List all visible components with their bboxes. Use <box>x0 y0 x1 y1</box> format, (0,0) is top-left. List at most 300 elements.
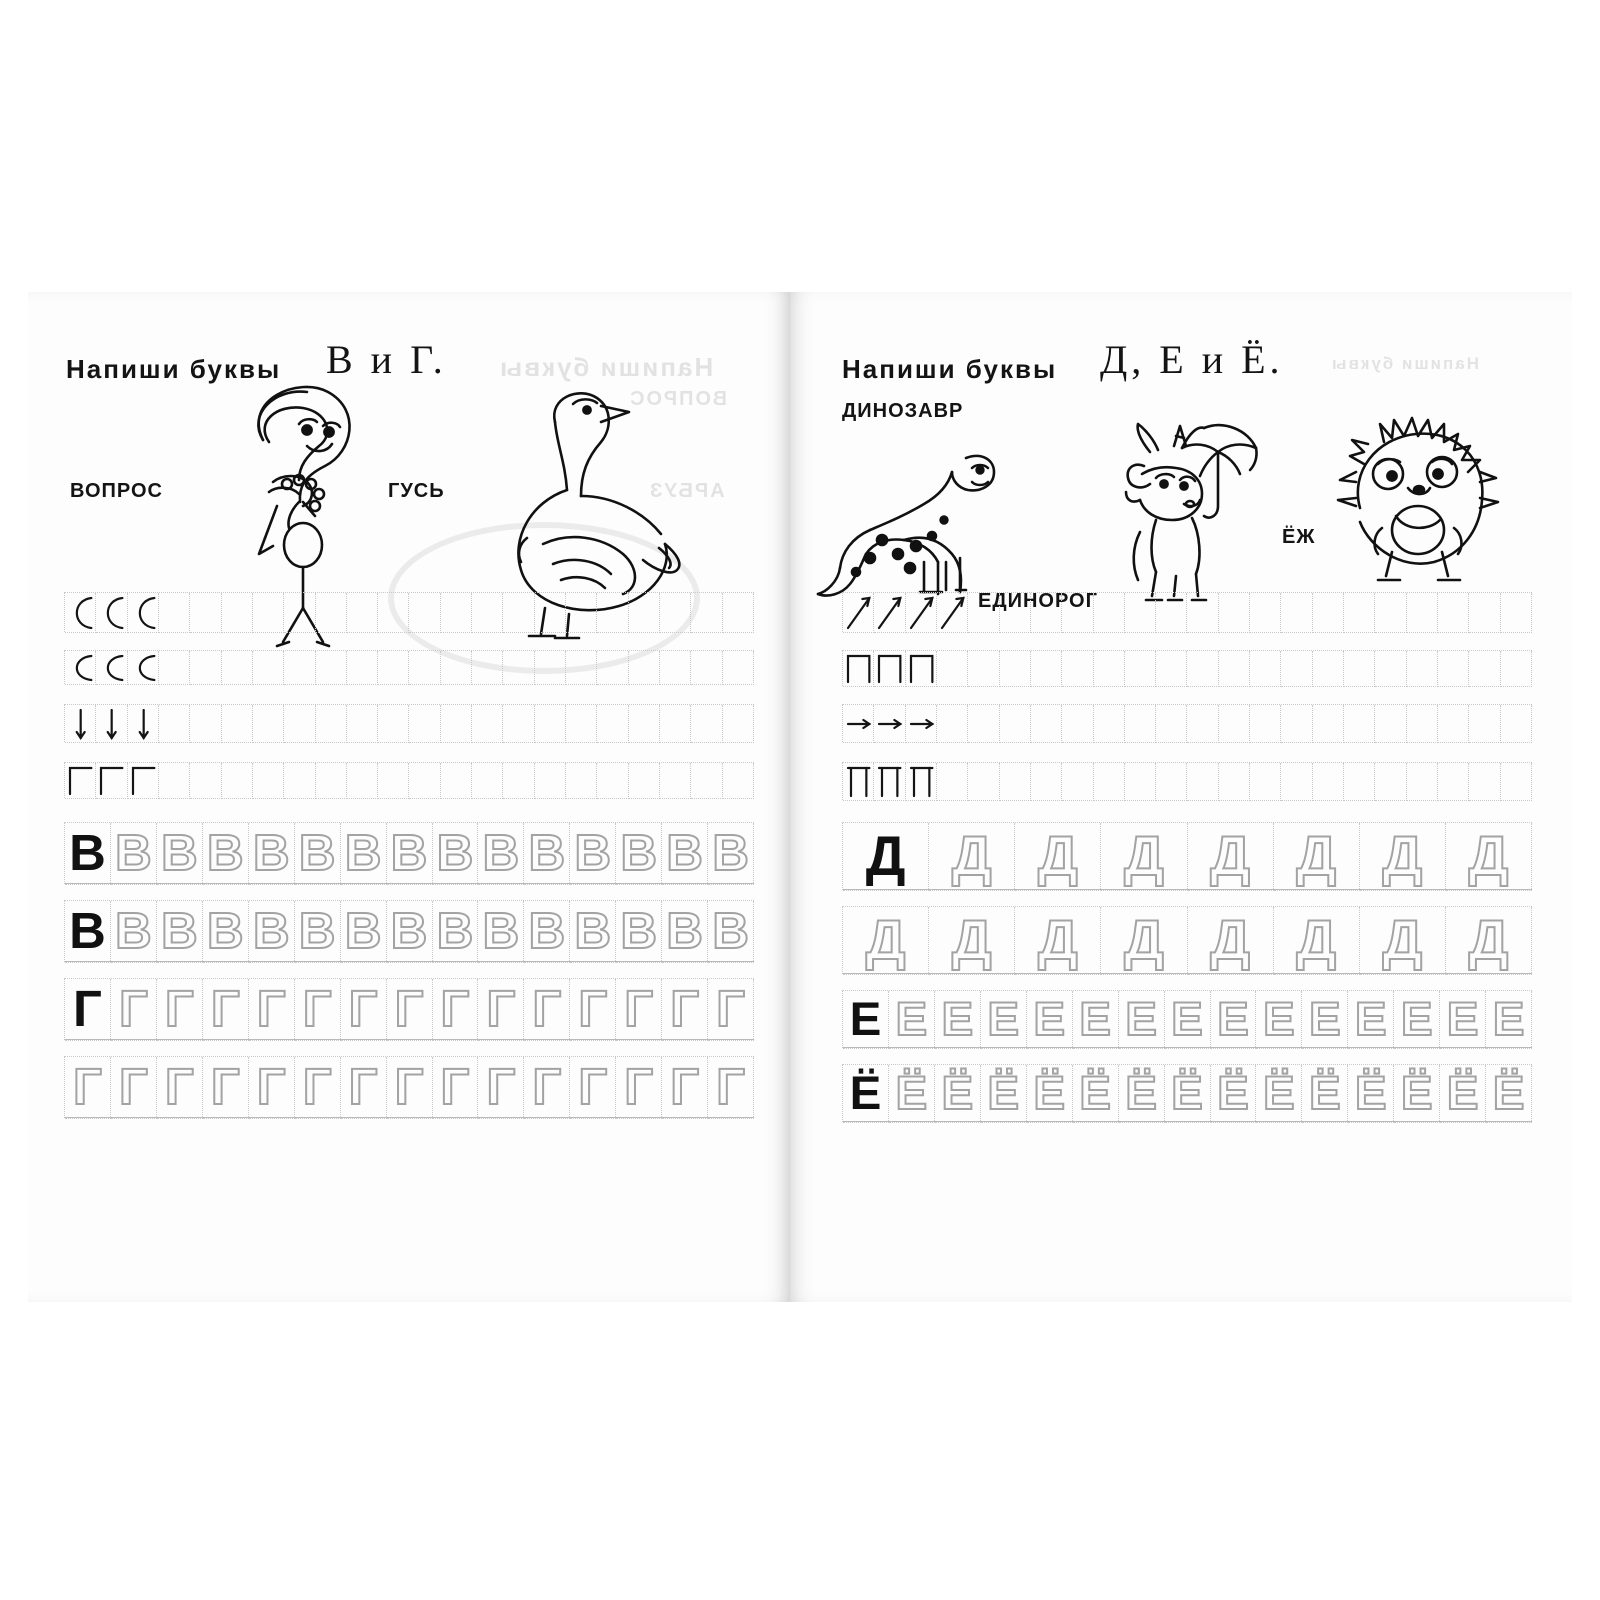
practice-cell[interactable] <box>1274 907 1360 975</box>
practice-cell[interactable] <box>1165 1065 1211 1123</box>
practice-cell[interactable] <box>1313 763 1344 801</box>
practice-cell[interactable] <box>1250 763 1281 801</box>
practice-row-stroke-arc-left-small[interactable] <box>64 650 754 684</box>
practice-cell[interactable] <box>1360 823 1446 891</box>
practice-cell[interactable] <box>1031 763 1062 801</box>
practice-cell[interactable] <box>566 651 597 685</box>
practice-cell[interactable] <box>472 593 503 633</box>
practice-cell[interactable] <box>929 907 1015 975</box>
practice-row-letter-d-1[interactable] <box>842 822 1532 890</box>
practice-cell[interactable] <box>1000 593 1031 633</box>
practice-cell[interactable] <box>284 651 315 685</box>
practice-cell[interactable] <box>387 1057 433 1119</box>
practice-cell[interactable] <box>159 593 190 633</box>
practice-cell[interactable] <box>570 823 616 885</box>
practice-cell[interactable] <box>1094 593 1125 633</box>
practice-cell[interactable] <box>472 705 503 743</box>
practice-cell[interactable] <box>1187 593 1218 633</box>
practice-cell[interactable] <box>316 651 347 685</box>
practice-row-letter-e-1[interactable] <box>842 990 1532 1048</box>
practice-cell[interactable] <box>65 593 96 633</box>
practice-cell[interactable] <box>1375 705 1406 743</box>
practice-cell[interactable] <box>1348 1065 1394 1123</box>
practice-row-letter-v-2[interactable] <box>64 900 754 962</box>
practice-cell[interactable] <box>409 651 440 685</box>
practice-cell[interactable] <box>472 763 503 799</box>
practice-cell[interactable] <box>1501 705 1532 743</box>
practice-cell[interactable] <box>1062 651 1093 687</box>
practice-cell[interactable] <box>316 763 347 799</box>
practice-cell[interactable] <box>1469 651 1500 687</box>
practice-cell[interactable] <box>1501 593 1532 633</box>
practice-cell[interactable] <box>1281 705 1312 743</box>
practice-cell[interactable] <box>1440 991 1486 1049</box>
practice-cell[interactable] <box>65 763 96 799</box>
practice-cell[interactable] <box>1219 651 1250 687</box>
practice-cell[interactable] <box>1446 907 1532 975</box>
practice-cell[interactable] <box>1313 651 1344 687</box>
practice-cell[interactable] <box>708 979 754 1041</box>
practice-cell[interactable] <box>433 823 479 885</box>
practice-cell[interactable] <box>1313 593 1344 633</box>
practice-cell[interactable] <box>1125 763 1156 801</box>
practice-cell[interactable] <box>284 593 315 633</box>
practice-cell[interactable] <box>723 763 754 799</box>
practice-cell[interactable] <box>1281 593 1312 633</box>
practice-cell[interactable] <box>190 651 221 685</box>
practice-cell[interactable] <box>535 593 566 633</box>
practice-cell[interactable] <box>96 651 127 685</box>
practice-cell[interactable] <box>295 1057 341 1119</box>
practice-cell[interactable] <box>1344 705 1375 743</box>
practice-cell[interactable] <box>1062 763 1093 801</box>
practice-cell[interactable] <box>1407 651 1438 687</box>
practice-cell[interactable] <box>723 651 754 685</box>
practice-cell[interactable] <box>1344 763 1375 801</box>
practice-cell[interactable] <box>1407 593 1438 633</box>
practice-cell[interactable] <box>347 763 378 799</box>
practice-cell[interactable] <box>1438 593 1469 633</box>
practice-cell[interactable] <box>478 823 524 885</box>
practice-cell[interactable] <box>1281 763 1312 801</box>
practice-cell[interactable] <box>96 763 127 799</box>
practice-row-stroke-vertical[interactable] <box>64 704 754 742</box>
practice-cell[interactable] <box>295 979 341 1041</box>
practice-letter-glyph: Г <box>73 1058 102 1116</box>
practice-cell[interactable] <box>128 593 159 633</box>
practice-cell[interactable] <box>1000 651 1031 687</box>
practice-cell[interactable] <box>1101 907 1187 975</box>
practice-cell[interactable] <box>203 1057 249 1119</box>
practice-cell[interactable] <box>253 763 284 799</box>
practice-cell[interactable] <box>1187 763 1218 801</box>
practice-cell[interactable] <box>1031 593 1062 633</box>
practice-cell[interactable] <box>1094 651 1125 687</box>
practice-cell[interactable] <box>128 705 159 743</box>
practice-cell[interactable] <box>524 901 570 963</box>
practice-cell[interactable] <box>1486 991 1532 1049</box>
practice-cell[interactable] <box>111 979 157 1041</box>
practice-cell[interactable] <box>889 991 935 1049</box>
practice-cell[interactable] <box>378 705 409 743</box>
practice-cell[interactable] <box>1375 651 1406 687</box>
practice-cell[interactable] <box>65 651 96 685</box>
practice-cell[interactable] <box>597 705 628 743</box>
practice-cell[interactable] <box>65 705 96 743</box>
practice-letter-glyph: Ё <box>1492 1066 1525 1120</box>
practice-cell[interactable] <box>935 991 981 1049</box>
practice-cell[interactable] <box>378 763 409 799</box>
practice-cell[interactable] <box>190 593 221 633</box>
practice-cell[interactable] <box>843 823 929 891</box>
practice-cell[interactable] <box>157 901 203 963</box>
practice-cell[interactable] <box>906 705 937 743</box>
practice-cell[interactable] <box>906 651 937 687</box>
practice-cell[interactable] <box>159 763 190 799</box>
practice-cell[interactable] <box>1119 991 1165 1049</box>
practice-cell[interactable] <box>1101 823 1187 891</box>
practice-cell[interactable] <box>1062 705 1093 743</box>
practice-row-stroke-diagonal[interactable] <box>842 592 1532 632</box>
practice-cell[interactable] <box>937 705 968 743</box>
practice-cell[interactable] <box>378 593 409 633</box>
practice-cell[interactable] <box>253 651 284 685</box>
practice-cell[interactable] <box>843 907 929 975</box>
practice-cell[interactable] <box>981 1065 1027 1123</box>
practice-cell[interactable] <box>708 901 754 963</box>
practice-row-stroke-arc-left[interactable] <box>64 592 754 632</box>
practice-cell[interactable] <box>441 593 472 633</box>
practice-cell[interactable] <box>524 1057 570 1119</box>
practice-cell[interactable] <box>478 901 524 963</box>
practice-cell[interactable] <box>524 823 570 885</box>
practice-cell[interactable] <box>1313 705 1344 743</box>
practice-cell[interactable] <box>1156 651 1187 687</box>
practice-cell[interactable] <box>1156 705 1187 743</box>
practice-cell[interactable] <box>1486 1065 1532 1123</box>
practice-cell[interactable] <box>1274 823 1360 891</box>
practice-cell[interactable] <box>249 901 295 963</box>
practice-cell[interactable] <box>1360 907 1446 975</box>
practice-cell[interactable] <box>1188 907 1274 975</box>
practice-row-stroke-pi[interactable] <box>842 762 1532 800</box>
practice-cell[interactable] <box>1073 991 1119 1049</box>
practice-cell[interactable] <box>1000 705 1031 743</box>
practice-cell[interactable] <box>1165 991 1211 1049</box>
practice-cell[interactable] <box>1375 763 1406 801</box>
practice-cell[interactable] <box>222 705 253 743</box>
practice-cell[interactable] <box>222 593 253 633</box>
practice-cell[interactable] <box>65 1057 111 1119</box>
practice-cell[interactable] <box>691 593 722 633</box>
practice-cell[interactable] <box>341 1057 387 1119</box>
practice-cell[interactable] <box>157 1057 203 1119</box>
practice-cell[interactable] <box>128 763 159 799</box>
practice-cell[interactable] <box>1027 1065 1073 1123</box>
practice-row-stroke-horizontal[interactable] <box>842 704 1532 742</box>
practice-cell[interactable] <box>708 1057 754 1119</box>
practice-cell[interactable] <box>616 979 662 1041</box>
practice-cell[interactable] <box>1281 651 1312 687</box>
practice-cell[interactable] <box>874 651 905 687</box>
practice-cell[interactable] <box>935 1065 981 1123</box>
practice-cell[interactable] <box>629 651 660 685</box>
practice-cell[interactable] <box>937 763 968 801</box>
practice-row-letter-d-2[interactable] <box>842 906 1532 974</box>
practice-cell[interactable] <box>662 901 708 963</box>
practice-cell[interactable] <box>253 705 284 743</box>
practice-cell[interactable] <box>1256 991 1302 1049</box>
practice-cell[interactable] <box>535 705 566 743</box>
practice-cell[interactable] <box>662 1057 708 1119</box>
practice-cell[interactable] <box>387 979 433 1041</box>
practice-row-stroke-bracket[interactable] <box>842 650 1532 686</box>
practice-cell[interactable] <box>1027 991 1073 1049</box>
practice-cell[interactable] <box>843 705 874 743</box>
practice-cell[interactable] <box>159 651 190 685</box>
practice-cell[interactable] <box>570 979 616 1041</box>
practice-cell[interactable] <box>1250 593 1281 633</box>
practice-cell[interactable] <box>503 593 534 633</box>
practice-cell[interactable] <box>478 979 524 1041</box>
practice-cell[interactable] <box>843 991 889 1049</box>
practice-cell[interactable] <box>1394 1065 1440 1123</box>
practice-cell[interactable] <box>570 901 616 963</box>
practice-cell[interactable] <box>597 763 628 799</box>
practice-cell[interactable] <box>535 763 566 799</box>
practice-cell[interactable] <box>889 1065 935 1123</box>
practice-cell[interactable] <box>1219 763 1250 801</box>
practice-cell[interactable] <box>629 705 660 743</box>
practice-cell[interactable] <box>1119 1065 1165 1123</box>
practice-cell[interactable] <box>96 705 127 743</box>
practice-cell[interactable] <box>249 823 295 885</box>
practice-cell[interactable] <box>157 823 203 885</box>
practice-row-letter-g-2[interactable] <box>64 1056 754 1118</box>
practice-cell[interactable] <box>341 823 387 885</box>
practice-cell[interactable] <box>1375 593 1406 633</box>
practice-cell[interactable] <box>968 651 999 687</box>
practice-cell[interactable] <box>295 823 341 885</box>
practice-cell[interactable] <box>616 901 662 963</box>
practice-cell[interactable] <box>316 705 347 743</box>
practice-cell[interactable] <box>566 705 597 743</box>
practice-cell[interactable] <box>629 593 660 633</box>
practice-cell[interactable] <box>1256 1065 1302 1123</box>
practice-cell[interactable] <box>409 763 440 799</box>
practice-cell[interactable] <box>1031 651 1062 687</box>
practice-cell[interactable] <box>203 901 249 963</box>
practice-cell[interactable] <box>1187 651 1218 687</box>
practice-cell[interactable] <box>1125 705 1156 743</box>
practice-cell[interactable] <box>843 763 874 801</box>
practice-cell[interactable] <box>1015 823 1101 891</box>
practice-cell[interactable] <box>1156 763 1187 801</box>
practice-cell[interactable] <box>65 823 111 885</box>
practice-cell[interactable] <box>1219 593 1250 633</box>
practice-cell[interactable] <box>1344 651 1375 687</box>
practice-cell[interactable] <box>1125 593 1156 633</box>
practice-cell[interactable] <box>1302 1065 1348 1123</box>
practice-cell[interactable] <box>65 979 111 1041</box>
practice-cell[interactable] <box>441 705 472 743</box>
practice-cell[interactable] <box>1094 705 1125 743</box>
practice-cell[interactable] <box>1219 705 1250 743</box>
practice-cell[interactable] <box>441 763 472 799</box>
practice-cell[interactable] <box>441 651 472 685</box>
practice-cell[interactable] <box>906 763 937 801</box>
practice-cell[interactable] <box>341 979 387 1041</box>
practice-cell[interactable] <box>691 763 722 799</box>
practice-cell[interactable] <box>723 593 754 633</box>
practice-cell[interactable] <box>157 979 203 1041</box>
practice-cell[interactable] <box>65 901 111 963</box>
practice-cell[interactable] <box>203 823 249 885</box>
practice-cell[interactable] <box>111 1057 157 1119</box>
practice-cell[interactable] <box>387 901 433 963</box>
practice-cell[interactable] <box>433 901 479 963</box>
practice-cell[interactable] <box>597 651 628 685</box>
practice-cell[interactable] <box>981 991 1027 1049</box>
practice-cell[interactable] <box>929 823 1015 891</box>
practice-cell[interactable] <box>249 1057 295 1119</box>
practice-cell[interactable] <box>1211 991 1257 1049</box>
practice-cell[interactable] <box>843 593 874 633</box>
practice-cell[interactable] <box>1446 823 1532 891</box>
practice-cell[interactable] <box>524 979 570 1041</box>
practice-cell[interactable] <box>662 823 708 885</box>
practice-cell[interactable] <box>1188 823 1274 891</box>
practice-cell[interactable] <box>1438 763 1469 801</box>
practice-cell[interactable] <box>843 651 874 687</box>
practice-cell[interactable] <box>316 593 347 633</box>
practice-cell[interactable] <box>616 1057 662 1119</box>
practice-cell[interactable] <box>503 763 534 799</box>
practice-cell[interactable] <box>409 705 440 743</box>
practice-cell[interactable] <box>906 593 937 633</box>
practice-cell[interactable] <box>409 593 440 633</box>
practice-cell[interactable] <box>203 979 249 1041</box>
practice-cell[interactable] <box>433 979 479 1041</box>
practice-row-letter-g-1[interactable] <box>64 978 754 1040</box>
practice-cell[interactable] <box>1062 593 1093 633</box>
practice-cell[interactable] <box>284 705 315 743</box>
practice-cell[interactable] <box>190 763 221 799</box>
practice-cell[interactable] <box>1501 763 1532 801</box>
practice-cell[interactable] <box>566 763 597 799</box>
practice-cell[interactable] <box>597 593 628 633</box>
practice-cell[interactable] <box>1073 1065 1119 1123</box>
practice-cell[interactable] <box>378 651 409 685</box>
practice-cell[interactable] <box>433 1057 479 1119</box>
practice-cell[interactable] <box>222 651 253 685</box>
practice-cell[interactable] <box>111 901 157 963</box>
practice-cell[interactable] <box>1250 705 1281 743</box>
practice-cell[interactable] <box>284 763 315 799</box>
practice-cell[interactable] <box>347 705 378 743</box>
practice-cell[interactable] <box>347 593 378 633</box>
practice-cell[interactable] <box>691 651 722 685</box>
practice-cell[interactable] <box>535 651 566 685</box>
practice-cell[interactable] <box>566 593 597 633</box>
practice-cell[interactable] <box>111 823 157 885</box>
practice-cell[interactable] <box>249 979 295 1041</box>
practice-cell[interactable] <box>874 763 905 801</box>
practice-cell[interactable] <box>874 705 905 743</box>
practice-cell[interactable] <box>1000 763 1031 801</box>
practice-cell[interactable] <box>629 763 660 799</box>
practice-cell[interactable] <box>1394 991 1440 1049</box>
practice-cell[interactable] <box>570 1057 616 1119</box>
practice-cell[interactable] <box>937 593 968 633</box>
practice-cell[interactable] <box>691 705 722 743</box>
practice-cell[interactable] <box>503 651 534 685</box>
practice-cell[interactable] <box>1469 763 1500 801</box>
practice-cell[interactable] <box>1440 1065 1486 1123</box>
practice-cell[interactable] <box>341 901 387 963</box>
practice-cell[interactable] <box>1187 705 1218 743</box>
practice-cell[interactable] <box>1302 991 1348 1049</box>
practice-cell[interactable] <box>96 593 127 633</box>
practice-cell[interactable] <box>660 651 691 685</box>
practice-cell[interactable] <box>347 651 378 685</box>
practice-cell[interactable] <box>1156 593 1187 633</box>
practice-cell[interactable] <box>937 651 968 687</box>
practice-cell[interactable] <box>723 705 754 743</box>
practice-cell[interactable] <box>253 593 284 633</box>
practice-cell[interactable] <box>616 823 662 885</box>
practice-cell[interactable] <box>387 823 433 885</box>
practice-cell[interactable] <box>708 823 754 885</box>
practice-cell[interactable] <box>1344 593 1375 633</box>
practice-cell[interactable] <box>660 705 691 743</box>
practice-cell[interactable] <box>1501 651 1532 687</box>
practice-cell[interactable] <box>968 763 999 801</box>
practice-cell[interactable] <box>1469 705 1500 743</box>
practice-cell[interactable] <box>1438 651 1469 687</box>
practice-cell[interactable] <box>222 763 253 799</box>
practice-cell[interactable] <box>1407 705 1438 743</box>
practice-cell[interactable] <box>472 651 503 685</box>
practice-row-letter-yo-1[interactable] <box>842 1064 1532 1122</box>
practice-cell[interactable] <box>128 651 159 685</box>
practice-cell[interactable] <box>1407 763 1438 801</box>
practice-cell[interactable] <box>1015 907 1101 975</box>
practice-cell[interactable] <box>843 1065 889 1123</box>
practice-cell[interactable] <box>1031 705 1062 743</box>
practice-cell[interactable] <box>295 901 341 963</box>
practice-cell[interactable] <box>1438 705 1469 743</box>
practice-cell[interactable] <box>1125 651 1156 687</box>
practice-cell[interactable] <box>660 763 691 799</box>
practice-cell[interactable] <box>503 705 534 743</box>
practice-cell[interactable] <box>190 705 221 743</box>
practice-cell[interactable] <box>1469 593 1500 633</box>
practice-cell[interactable] <box>159 705 190 743</box>
practice-cell[interactable] <box>1250 651 1281 687</box>
practice-row-letter-v-1[interactable] <box>64 822 754 884</box>
practice-cell[interactable] <box>662 979 708 1041</box>
practice-cell[interactable] <box>874 593 905 633</box>
practice-row-stroke-corner[interactable] <box>64 762 754 798</box>
practice-cell[interactable] <box>968 593 999 633</box>
practice-cell[interactable] <box>1348 991 1394 1049</box>
practice-cell[interactable] <box>660 593 691 633</box>
practice-cell[interactable] <box>478 1057 524 1119</box>
practice-cell[interactable] <box>968 705 999 743</box>
practice-cell[interactable] <box>1211 1065 1257 1123</box>
practice-cell[interactable] <box>1094 763 1125 801</box>
